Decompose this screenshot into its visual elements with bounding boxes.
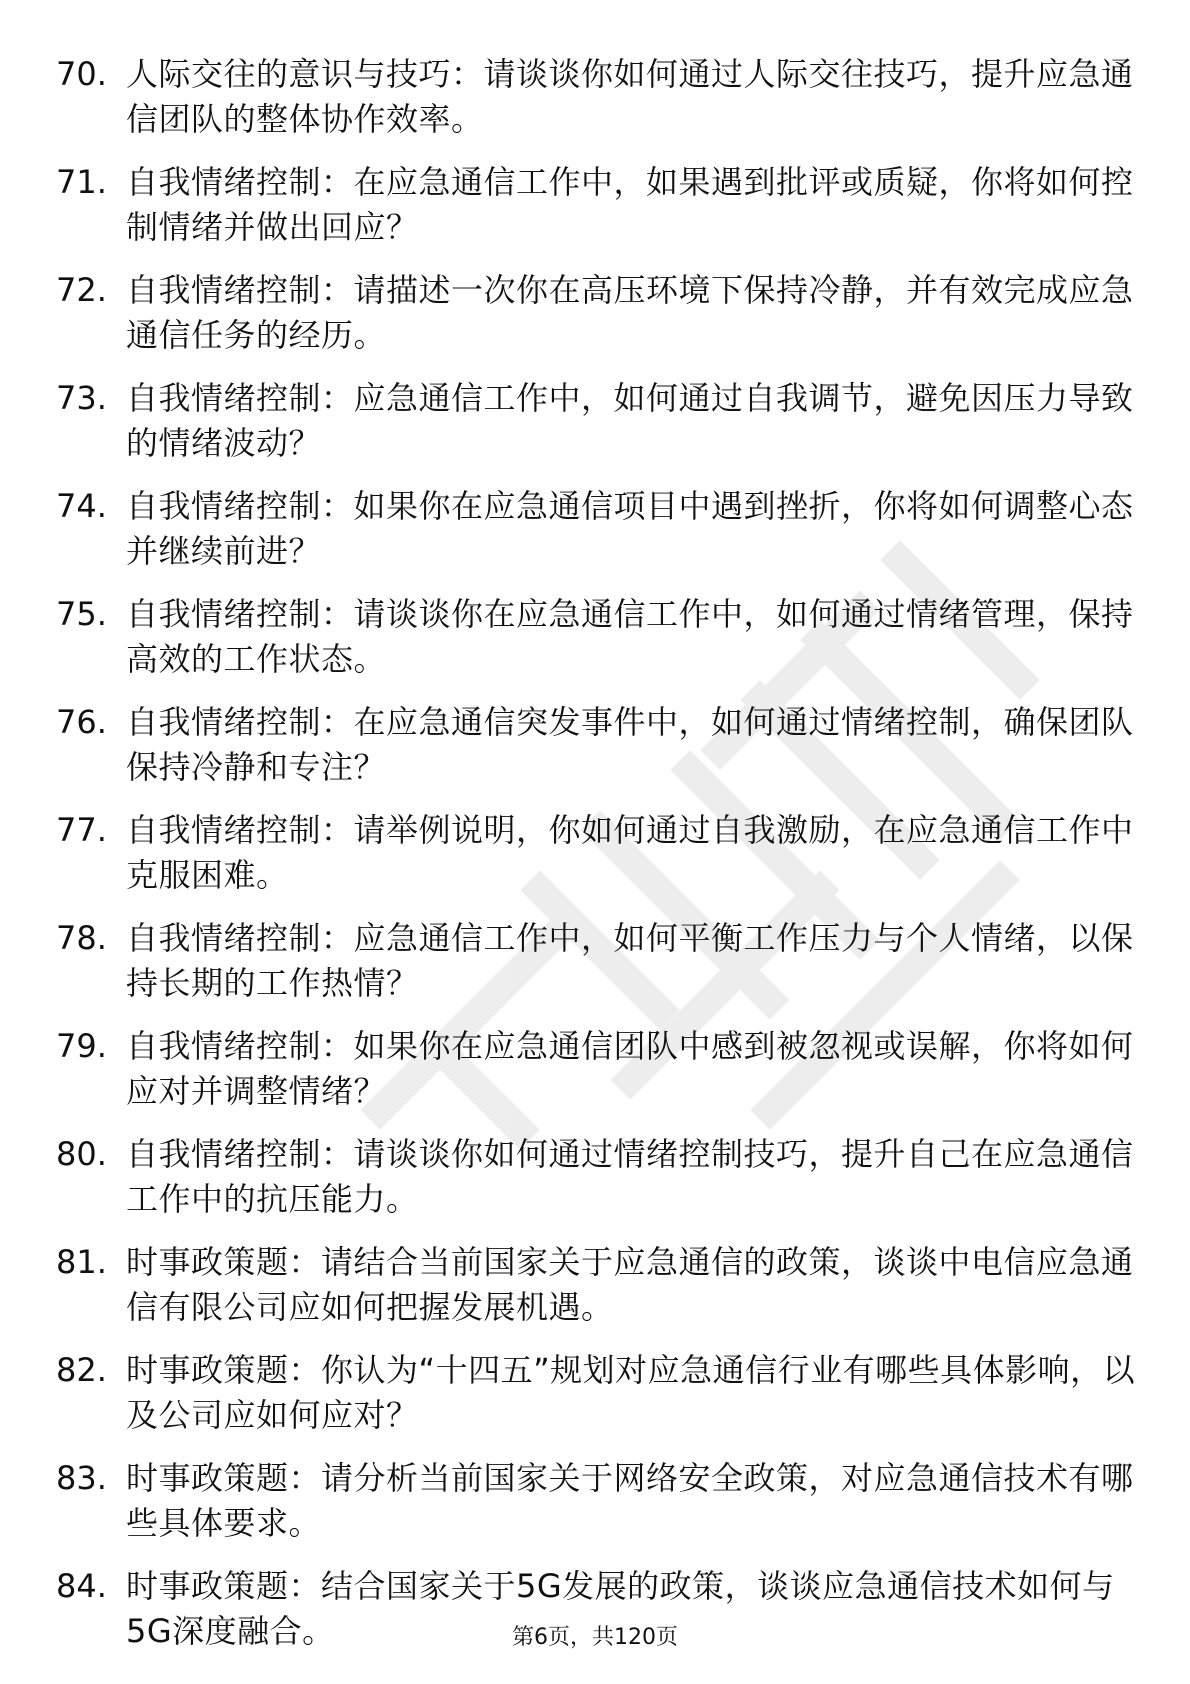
question-text: 自我情绪控制：在应急通信突发事件中，如何通过情绪控制，确保团队保持冷静和专注？: [126, 703, 1134, 786]
list-item: [56, 1024, 1136, 1114]
list-item: [56, 52, 1136, 142]
list-item: [56, 1348, 1136, 1438]
question-number: 71.: [56, 163, 107, 201]
question-text: 时事政策题：请分析当前国家关于网络安全政策，对应急通信技术有哪些具体要求。: [126, 1459, 1134, 1542]
question-list: [56, 52, 1136, 1672]
question-text: 时事政策题：请结合当前国家关于应急通信的政策，谈谈中电信应急通信有限公司应如何把握发展机遇。: [126, 1243, 1134, 1326]
question-number: 84.: [56, 1567, 107, 1605]
question-text: 自我情绪控制：如果你在应急通信项目中遇到挫折，你将如何调整心态并继续前进？: [126, 487, 1134, 570]
list-item: [56, 700, 1136, 790]
question-text: 自我情绪控制：在应急通信工作中，如果遇到批评或质疑，你将如何控制情绪并做出回应？: [126, 163, 1134, 246]
list-item: [56, 592, 1136, 682]
question-number: 73.: [56, 379, 107, 417]
question-number: 79.: [56, 1027, 107, 1065]
question-text: 人际交往的意识与技巧：请谈谈你如何通过人际交往技巧，提升应急通信团队的整体协作效率。: [126, 55, 1134, 138]
page-number-footer: 第6页，共120页: [512, 1625, 678, 1650]
question-number: 77.: [56, 811, 107, 849]
question-text: 自我情绪控制：请举例说明，你如何通过自我激励，在应急通信工作中克服困难。: [126, 811, 1134, 894]
question-text: 自我情绪控制：请描述一次你在高压环境下保持冷静，并有效完成应急通信任务的经历。: [126, 271, 1134, 354]
question-number: 75.: [56, 595, 107, 633]
list-item: [56, 160, 1136, 250]
question-text: 自我情绪控制：请谈谈你在应急通信工作中，如何通过情绪管理，保持高效的工作状态。: [126, 595, 1134, 678]
list-item: [56, 268, 1136, 358]
question-text: 时事政策题：你认为“十四五”规划对应急通信行业有哪些具体影响，以及公司应如何应对？: [126, 1351, 1136, 1434]
question-number: 70.: [56, 55, 107, 93]
question-number: 80.: [56, 1135, 107, 1173]
list-item: [56, 1240, 1136, 1330]
question-number: 82.: [56, 1351, 107, 1389]
question-number: 83.: [56, 1459, 107, 1497]
question-number: 78.: [56, 919, 107, 957]
list-item: [56, 376, 1136, 466]
list-item: [56, 1456, 1136, 1546]
question-number: 72.: [56, 271, 107, 309]
question-number: 81.: [56, 1243, 107, 1281]
list-item: [56, 484, 1136, 574]
question-text: 自我情绪控制：如果你在应急通信团队中感到被忽视或误解，你将如何应对并调整情绪？: [126, 1027, 1134, 1110]
list-item: [56, 916, 1136, 1006]
list-item: [56, 808, 1136, 898]
question-text: 自我情绪控制：应急通信工作中，如何通过自我调节，避免因压力导致的情绪波动？: [126, 379, 1134, 462]
question-text: 时事政策题：结合国家关于5G发展的政策，谈谈应急通信技术如何与5G深度融合。: [126, 1567, 1115, 1650]
question-number: 76.: [56, 703, 107, 741]
question-number: 74.: [56, 487, 107, 525]
list-item: [56, 1132, 1136, 1222]
question-text: 自我情绪控制：应急通信工作中，如何平衡工作压力与个人情绪，以保持长期的工作热情？: [126, 919, 1134, 1002]
question-text: 自我情绪控制：请谈谈你如何通过情绪控制技巧，提升自己在应急通信工作中的抗压能力。: [126, 1135, 1134, 1218]
